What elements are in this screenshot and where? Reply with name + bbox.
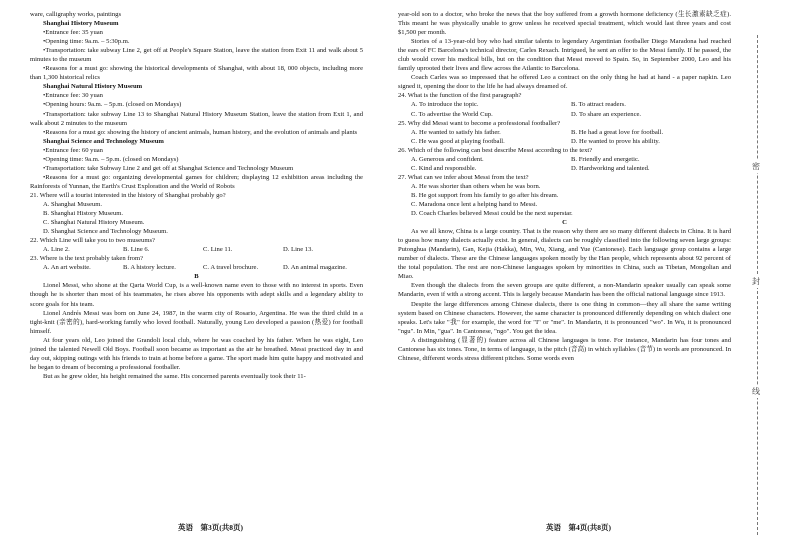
binding-label-seal: 密 xyxy=(752,162,760,171)
option-row xyxy=(398,137,731,146)
option-item: D. Hardworking and talented. xyxy=(571,164,650,172)
text-line: A. He was shorter than others when he was born. xyxy=(411,182,541,190)
text-line: ware, calligraphy works, paintings xyxy=(30,11,122,18)
option-item: D. To share an experience. xyxy=(571,110,642,118)
option-row xyxy=(398,155,731,164)
option-item: B. He had a great love for football. xyxy=(571,128,664,136)
section-letter: B xyxy=(194,273,199,281)
text-line: B. He got support from his family to go after his dream. xyxy=(411,191,559,199)
paragraph: Stories of a 13-year-old boy who had similar talents to legendary Argentinian footballer Diego Maradona had reached the ears of FC Barcelona's technical director, Carles Rexach. Intrigued, he sent an offer to the Messi family. If he passed, the club would cover his medical bills, but on the condition that Messi moved to Spain. So, in September 2000, Leo and his family uprooted their lives and flew across the Atlantic to Barcelona. xyxy=(398,38,731,73)
museum-heading: Shanghai Science and Technology Museum xyxy=(43,137,164,145)
binding-label-line: 线 xyxy=(752,387,760,396)
paragraph: •Transportation: take subway Line 13 to Shanghai Natural History Museum Station, leave the station from Exit 1, and walk about 2 minutes to the museum xyxy=(30,110,363,127)
option-row xyxy=(30,245,363,254)
option-item: C. To advertise the World Cup. xyxy=(411,110,493,118)
paragraph: Coach Carles was so impressed that he offered Leo a contract on the only thing he had at hand - a paper napkin. Leo signed it, opening the door to the life he had always dreamed of. xyxy=(398,74,731,91)
paragraph: A distinguishing (显著的) feature across all Chinese languages is tone. For instance, Mandarin has four tones and Cantonese has six tones. Tone, in terms of language, is the pitch (音高) in which syllables (音节) in words are pronounced. In Chinese, different words stress different pitches. Some words even xyxy=(398,336,731,362)
text-line: 22. Which Line will take you to two museums? xyxy=(30,237,155,245)
text-line: 26. Which of the following can best describe Messi according to the text? xyxy=(398,146,593,154)
text-line: 27. What can we infer about Messi from the text? xyxy=(398,173,529,181)
option-row xyxy=(398,128,731,137)
text-line: •Entrance fee: 35 yuan xyxy=(43,29,103,37)
option-item: C. A travel brochure. xyxy=(203,264,259,272)
paragraph: •Reasons for a must go: showing the historical developments of Shanghai, with about 18, 000 objects, including more than 1,300 historical relics xyxy=(30,65,363,82)
option-row xyxy=(398,110,731,119)
paragraph: Even though the dialects from the seven groups are quite different, a non-Mandarin speaker usually can speak some Mandarin, even if with a strong accent. This is largely because Mandarin has been the official national language since 1913. xyxy=(398,282,731,299)
museum-heading: Shanghai History Museum xyxy=(43,20,119,28)
paragraph: •Transportation: take subway Line 2, get off at People's Square Station, leave the station from Exit 11 and walk about 5 minutes to the museum xyxy=(30,47,363,64)
option-item: C. Kind and responsible. xyxy=(411,164,477,172)
option-row xyxy=(398,100,731,109)
text-line: B. Shanghai History Museum. xyxy=(43,210,124,218)
text-line: year-old son to a doctor, who broke the news that the boy suffered from a growth hormone deficiency (生长激素缺乏症). This meant he was physically unable to grow unless he received special treatment, which would last three years and cost $1,500 per month. xyxy=(398,11,731,37)
left-column xyxy=(30,10,363,381)
text-line: •Opening time: 9a.m. – 5p.m. (closed on Mondays) xyxy=(43,155,179,163)
option-row xyxy=(398,164,731,173)
option-item: B. A history lecture. xyxy=(123,264,176,272)
museum-heading: Shanghai Natural History Museum xyxy=(43,83,143,91)
option-item: C. Line 11. xyxy=(203,246,233,254)
paragraph: Despite the large differences among Chinese dialects, there is one thing in common—they all share the same writing system based on Chinese characters. However, the same character is pronounced differently depending on which dialect one speaks. Let's take "我" for example, the word for "I" or "me". In Mandarin, it is pronounced "wo". In Wu, it is pronounced "ngu". In Min, "gua". In Cantonese, "ngo". You get the idea. xyxy=(398,300,731,335)
section-letter: C xyxy=(562,219,567,227)
text-line: •Opening hours: 9a.m. – 5p.m. (closed on Mondays) xyxy=(43,101,182,109)
text-line: D. Shanghai Science and Technology Museum. xyxy=(43,228,168,236)
option-item: D. He wanted to prove his ability. xyxy=(571,137,660,145)
text-line: •Opening time: 9a.m. – 5:30p.m. xyxy=(43,38,130,46)
option-item: A. To introduce the topic. xyxy=(411,101,479,109)
option-item: A. Generous and confident. xyxy=(411,155,484,163)
text-line: 25. Why did Messi want to become a professional footballer? xyxy=(398,119,561,127)
text-line: •Entrance fee: 60 yuan xyxy=(43,146,103,154)
right-column xyxy=(398,10,731,363)
text-line: A. Shanghai Museum. xyxy=(43,200,102,208)
page-footer-right: 英语 第4页(共8页) xyxy=(546,523,611,532)
option-item: A. He wanted to satisfy his father. xyxy=(411,128,501,136)
text-line: •Transportation: take Subway Line 2 and get off at Shanghai Science and Technology Museum xyxy=(43,164,294,172)
paragraph: Lionel Andrés Messi was born on June 24, 1987, in the warm city of Rosario, Argentina. He was the third child in a tight-knit (亲密的), hard-working family who loved football. Naturally, young Leo developed a passion (热爱) for football himself. xyxy=(30,309,363,335)
page-footer-left: 英语 第3页(共8页) xyxy=(178,523,243,532)
option-item: B. To attract readers. xyxy=(571,101,626,109)
text-line: C. Maradona once lent a helping hand to Messi. xyxy=(411,200,538,208)
option-row xyxy=(30,263,363,272)
paragraph: Lionel Messi, who shone at the Qarta World Cup, is a well-known name even to those with no interest in sports. Even though he is shorter than most of his teammates, he rises above his opponents with adept skills and a legendary ability to score goals for his team. xyxy=(30,282,363,308)
text-line: •Entrance fee: 30 yuan xyxy=(43,92,103,100)
binding-label-seal: 封 xyxy=(752,277,760,286)
text-line: 23. Where is the text probably taken from? xyxy=(30,255,144,263)
paragraph: At four years old, Leo joined the Grandoli local club, where he was coached by his father. When he was eight, Leo joined the talented Newell Old Boys. Football soon became as important as the air he breathed. Messi practiced day in and day out, skipping outings with his friends to train at home before a game. The sport made him quite happy and motivated and he began to dream of becoming a professional footballer. xyxy=(30,336,363,371)
option-item: D. Line 13. xyxy=(283,246,314,254)
paragraph: •Reasons for a must go: showing the history of ancient animals, human history, and the evolution of animals and plants xyxy=(43,128,358,136)
text-line: D. Coach Charles believed Messi could be the next superstar. xyxy=(411,210,573,218)
paragraph: •Reasons for a must go: organizing developmental games for children; displaying 12 exhibition areas including the Rainforests of Yunnan, the Earth's Crust Exploration and the World of Robots xyxy=(30,173,363,190)
paragraph: But as he grew older, his height remained the same. His concerned parents eventually took their 11- xyxy=(43,372,306,380)
option-item: D. An animal magazine. xyxy=(283,264,347,272)
option-item: B. Friendly and energetic. xyxy=(571,155,640,163)
option-item: C. He was good at playing football. xyxy=(411,137,505,145)
text-line: C. Shanghai Natural History Museum. xyxy=(43,219,145,227)
option-item: A. Line 2. xyxy=(43,246,70,254)
option-item: B. Line 6. xyxy=(123,246,150,254)
text-line: 24. What is the function of the first paragraph? xyxy=(398,92,522,100)
paragraph: As we all know, China is a large country. That is the reason why there are so many different dialects in China. It is hard to guess how many dialects actually exist. In general, dialects can be roughly classified into the following seven large groups: Putonghua (Mandarin), Gan, Kejia (Hakka), Min, Wu, Xiang, and Yue (Cantonese). Each language group contains a large number of dialects. These are the Chinese languages spoken mostly by the Han people, which represents about 92 percent of the total population. The rest are non-Chinese languages spoken by minorities in China, such as Tibetan, Mongolian and Miao. xyxy=(398,228,731,281)
option-item: A. An art website. xyxy=(43,264,91,272)
text-line: 21. Where will a tourist interested in the history of Shanghai probably go? xyxy=(30,191,226,199)
